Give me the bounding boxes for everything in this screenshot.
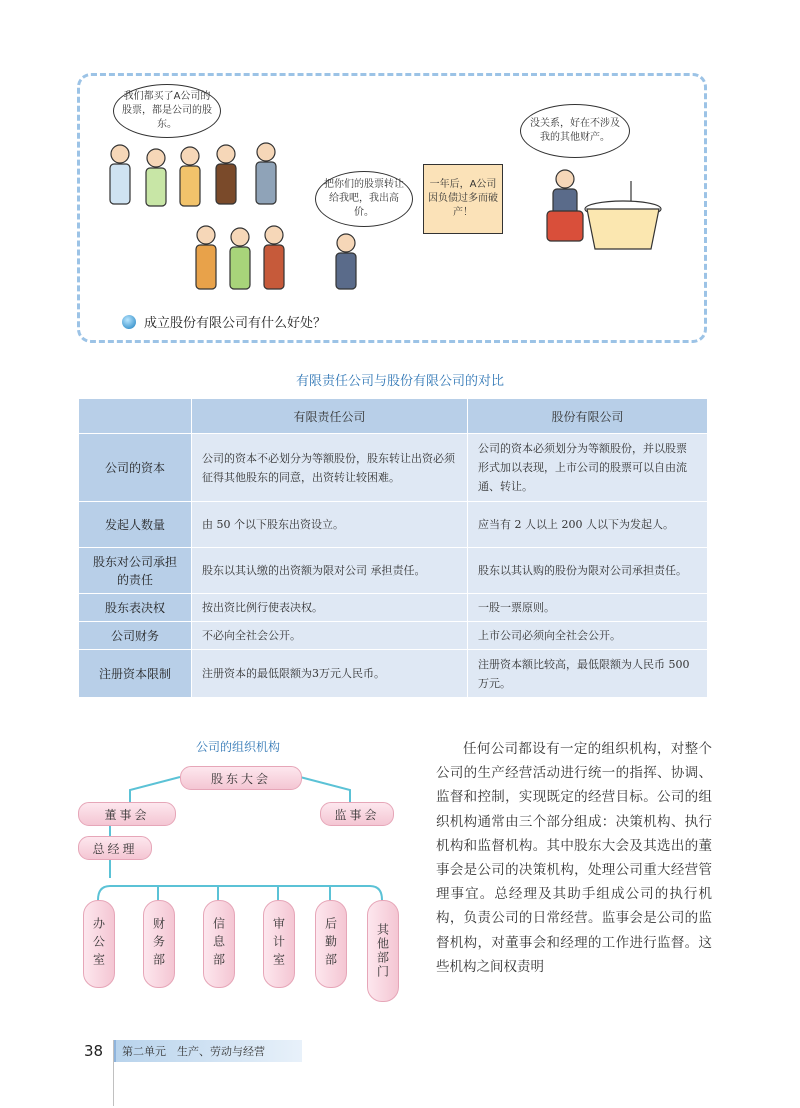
body-paragraph: 任何公司都设有一定的组织机构，对整个公司的生产经营活动进行统一的指挥、协调、监督和控制，实现既定的经营目标。公司的组织机构通常由三个部分组成：决策机构、执行机构和监督机构。其中股东大会及其选出的董事会是公司的决策机构，处理公司重大经营管理事宜。总经理及其助手组成公司的执行机构，负责公司的日常经营。监事会是公司的监督机构，对董事会和经理的工作进行监督。这些机构之间权责明 [436, 741, 712, 975]
cell-jsc: 公司的资本必须划分为等额股份，并以股票形式加以表现，上市公司的股票可以自由流通、转让。 [468, 434, 708, 502]
speech-bubble-no-worry: 没关系，好在不涉及我的其他财产。 [520, 104, 630, 158]
table-title: 有限责任公司与股份有限公司的对比 [295, 374, 504, 389]
org-node-general-manager: 总经理 [78, 836, 152, 860]
org-node-supervisors: 监事会 [320, 802, 394, 826]
org-dept-finance: 财务部 [143, 900, 175, 988]
table-header-jsc: 股份有限公司 [468, 399, 708, 434]
buyer-illustration [180, 221, 380, 301]
org-dept-office: 办公室 [83, 900, 115, 988]
cell-jsc: 上市公司必须向全社会公开。 [468, 622, 708, 650]
cell-jsc: 注册资本额比较高，最低限额为人民币 500 万元。 [468, 650, 708, 698]
speech-bubble-shareholders: 我们都买了A公司的股票，都是公司的股东。 [113, 84, 221, 138]
org-dept-other: 其他部门 [367, 900, 399, 1002]
table-header-empty [79, 399, 192, 434]
org-node-shareholders-meeting: 股东大会 [180, 766, 302, 790]
table-row [79, 548, 708, 594]
cell-jsc: 应当有 2 人以上 200 人以下为发起人。 [468, 502, 708, 548]
row-label: 股东表决权 [79, 594, 192, 622]
org-dept-audit: 审计室 [263, 900, 295, 988]
org-dept-information: 信息部 [203, 900, 235, 988]
unit-title: 第二单元 生产、劳动与经营 [114, 1040, 302, 1062]
dining-man-illustration [535, 161, 665, 251]
table-row [79, 650, 708, 698]
cell-jsc: 一股一票原则。 [468, 594, 708, 622]
row-label: 股东对公司承担的责任 [79, 548, 192, 594]
org-node-board: 董事会 [78, 802, 176, 826]
row-label: 公司财务 [79, 622, 192, 650]
table-row [79, 594, 708, 622]
table-row [79, 622, 708, 650]
one-year-later-card: 一年后，A公司因负债过多而破产！ [423, 164, 503, 234]
speech-bubble-buyer: 把你们的股票转让给我吧，我出高价。 [315, 171, 413, 227]
cell-jsc: 股东以其认购的股份为限对公司承担责任。 [468, 548, 708, 594]
question-text: 成立股份有限公司有什么好处？ [144, 316, 327, 331]
cartoon-box [77, 73, 707, 343]
cell-llc: 股东以其认缴的出资额为限对公司 承担责任。 [192, 548, 468, 594]
shareholders-illustration [98, 136, 298, 216]
row-label: 发起人数量 [79, 502, 192, 548]
table-row [79, 502, 708, 548]
question-row [122, 312, 326, 331]
cell-llc: 由 50 个以下股东出资设立。 [192, 502, 468, 548]
page-footer [84, 1040, 302, 1062]
comparison-table [78, 398, 708, 698]
table-header-row [79, 399, 708, 434]
question-icon [122, 315, 136, 329]
row-label: 公司的资本 [79, 434, 192, 502]
cell-llc: 公司的资本不必划分为等额股份，股东转让出资必须征得其他股东的同意，出资转让较困难。 [192, 434, 468, 502]
org-chart [70, 760, 410, 1020]
cell-llc: 注册资本的最低限额为3万元人民币。 [192, 650, 468, 698]
row-label: 注册资本限制 [79, 650, 192, 698]
page-number: 38 [84, 1042, 104, 1060]
org-chart-lines [70, 760, 410, 1020]
org-dept-logistics: 后勤部 [315, 900, 347, 988]
table-row [79, 434, 708, 502]
table-header-llc: 有限责任公司 [192, 399, 468, 434]
cell-llc: 不必向全社会公开。 [192, 622, 468, 650]
org-chart-title: 公司的组织机构 [196, 740, 281, 754]
cell-llc: 按出资比例行使表决权。 [192, 594, 468, 622]
